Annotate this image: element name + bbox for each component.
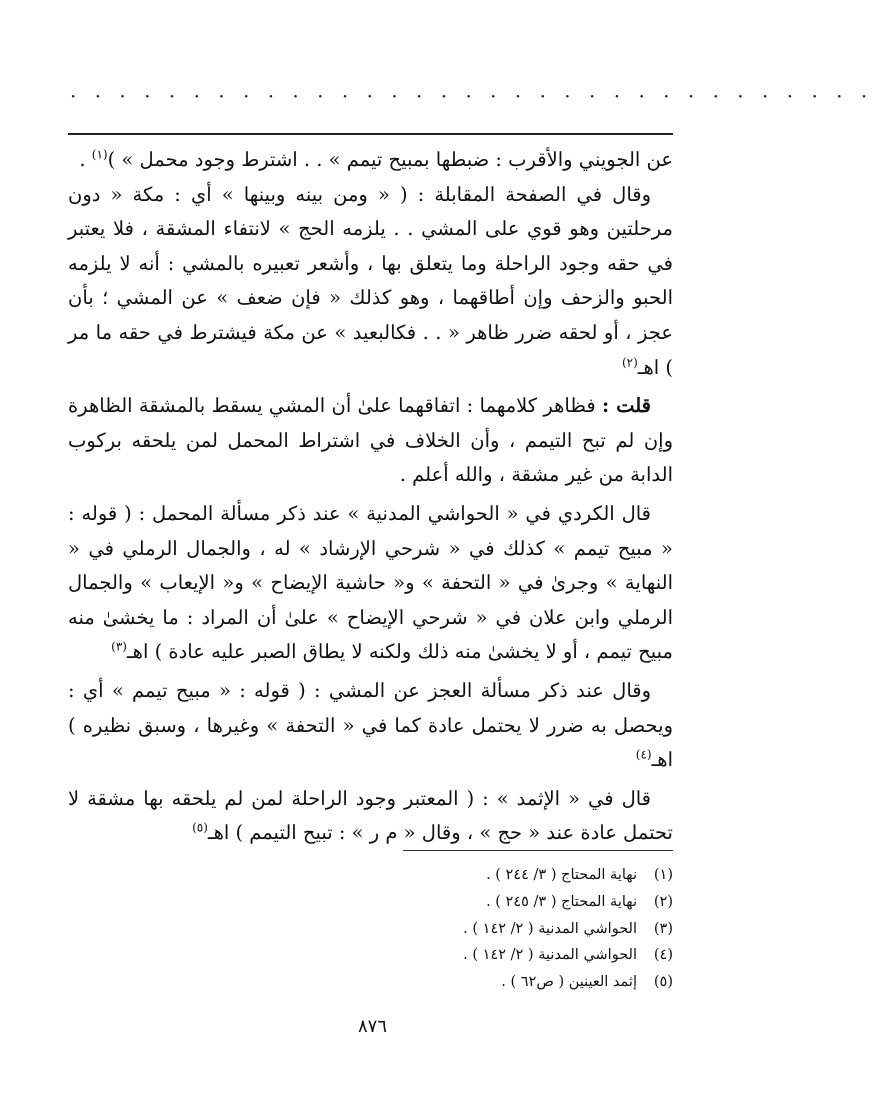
footnote-text: نهاية المحتاج ( ٣/ ٢٤٥ ) . [486,893,637,910]
paragraph-2 [68,178,673,386]
paragraph-1-text: عن الجويني والأقرب : ضبطها بمبيح تيمم » . . اشترط وجود محمل » ) [107,148,673,171]
paragraph-1-tail: . [79,148,92,171]
footnote-ref-3: (٣) [111,639,127,654]
footnote-item [113,916,673,943]
footnote-item [113,942,673,969]
paragraph-3-text: فظاهر كلامهما : اتفاقهما علىٰ أن المشي يسقط بالمشقة الظاهرة وإن لم تبح التيمم ، وأن الخلاف في اشتراط المحمل لمن يلحقه بركوب الدابة من غير مشقة ، والله أعلم . [68,394,673,487]
paragraph-5 [68,674,673,778]
paragraph-3-lead: قلت : [601,394,651,418]
header-rule [68,133,673,135]
header-dotted-line: · · · · · · · · · · · · · · · · · · · · · · · · · · · · · · · · · [70,84,873,108]
footnote-number: (٢) [653,893,673,910]
footnote-text: الحواشي المدنية ( ٢/ ١٤٢ ) . [463,947,637,964]
footnote-text: إثمد العينين ( ص٦٢ ) . [501,974,637,991]
paragraph-3 [68,389,673,493]
page-number: ٨٧٦ [357,1016,387,1037]
footnote-ref-4: (٤) [635,747,652,762]
footnote-item [113,862,673,889]
paragraph-2-text: وقال في الصفحة المقابلة : ( « ومن بينه وبينها » أي : مكة « دون مرحلتين وهو قوي على المشي . . يلزمه الحج » لانتفاء المشقة ، فلا يعتبر في حقه وجود الراحلة وما يتعلق بها ، وأشعر تعبيره بالمشي : أنه لا يلزمه الحبو والزحف وإن أطاقهما ، وهو كذلك « فإن ضعف » عن المشي ؛ بأن عجز ، أو لحقه ضرر ظاهر « . . فكالبعيد » عن مكة فيشترط في حقه ما مر ) اهـ [68,182,673,379]
paragraph-5-text: وقال عند ذكر مسألة العجز عن المشي : ( قوله : « مبيح تيمم » أي : ويحصل به ضرر لا يحتمل عادة كما في « التحفة » وغيرها ، وسبق نظيره ) اهـ [68,678,673,772]
paragraph-6 [68,782,673,851]
main-text [68,143,673,851]
footnotes-list [113,862,673,996]
footnote-number: (١) [653,867,673,883]
footnote-item [113,969,673,996]
paragraph-4 [68,497,673,670]
footnote-item [113,889,673,916]
footnote-ref-5: (٥) [192,820,208,835]
footnote-number: (٥) [653,974,673,991]
footnote-ref-2: (٢) [621,355,638,370]
footnote-separator [403,850,673,851]
paragraph-1 [68,143,673,178]
footnote-text: الحواشي المدنية ( ٢/ ١٤٢ ) . [463,920,637,937]
footnote-ref-1: (١) [91,147,108,162]
footnote-number: (٣) [653,920,673,937]
footnote-number: (٤) [653,947,673,964]
footnote-text: نهاية المحتاج ( ٣/ ٢٤٤ ) . [486,867,637,883]
paragraph-4-text: قال الكردي في « الحواشي المدنية » عند ذكر مسألة المحمل : ( قوله : « مبيح تيمم » كذلك في « شرحي الإرشاد » له ، والجمال الرملي في « النهاية » وجرىٰ في « التحفة » و« حاشية الإيضاح » و« الإيعاب » والجمال الرملي وابن علان في « شرحي الإيضاح » علىٰ أن المراد : ما يخشىٰ منه مبيح تيمم ، أو لا يخشىٰ منه ذلك ولكنه لا يطاق الصبر عليه عادة ) اهـ [68,501,673,664]
paragraph-6-text: قال في « الإثمد » : ( المعتبر وجود الراحلة لمن لم يلحقه بها مشقة لا تحتمل عادة عند « حج » ، وقال « م ر » : تبيح التيمم ) اهـ [68,786,673,845]
